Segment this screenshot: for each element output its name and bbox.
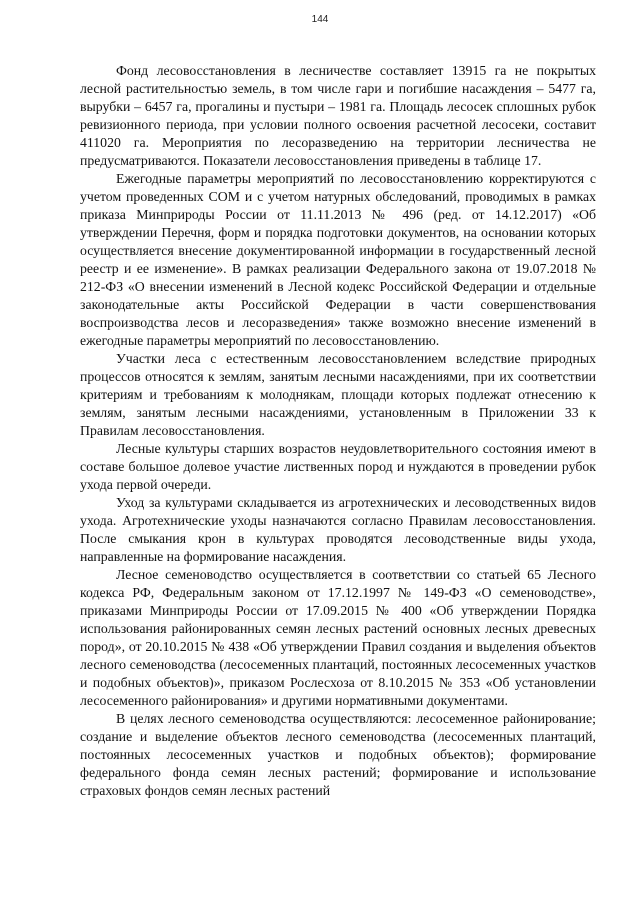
paragraph-seed-production: Лесное семеноводство осуществляется в соответствии со статьей 65 Лесного кодекса РФ, Федеральным законом от 17.12.1997 № 149-ФЗ «О семеноводстве», приказами Минприроды России от 17.09.2015 № 400 «Об утверждении Порядка использования районированных семян лесных растений основных лесных древесных пород», от 20.10.2015 № 438 «Об утверждении Правил создания и выделения объектов лесного семеноводства (лесосеменных плантаций, постоянных лесосеменных участков и подобных объектов)», приказом Рослесхоза от 8.10.2015 № 353 «Об установлении лесосеменного районирования» и другими нормативными документами.: [80, 567, 596, 708]
paragraph-old-cultures: Лесные культуры старших возрастов неудовлетворительного состояния имеют в составе большое долевое участие лиственных пород и нуждаются в проведении рубок ухода первой очереди.: [80, 441, 596, 492]
page-number: 144: [311, 14, 329, 25]
paragraph-seed-goals: В целях лесного семеноводства осуществляются: лесосеменное районирование; создание и выделение объектов лесного семеноводства (лесосеменных плантаций, постоянных лесосеменных участков и подобных объектов); формирование федерального фонда семян лесных растений; формирование и использование страховых фондов семян лесных растений: [80, 711, 596, 798]
paragraph-natural-regeneration: Участки леса с естественным лесовосстановлением вследствие природных процессов относятся к землям, занятым лесными насаждениями, при их соответствии критериям и требованиям к молоднякам, площади которых подлежат отнесению к землям, занятым лесными насаждениями, установленным в Приложении 33 к Правилам лесовосстановления.: [80, 351, 596, 438]
paragraph-fund: Фонд лесовосстановления в лесничестве составляет 13915 га не покрытых лесной растительностью земель, в том числе гари и погибшие насаждения – 5477 га, вырубки – 6457 га, прогалины и пустыри – 1981 га. Площадь лесосек сплошных рубок ревизионного периода, при условии полного освоения расчетной лесосеки, составит 411020 га. Мероприятия по лесоразведению на территории лесничества не предусматриваются. Показатели лесовосстановления приведены в таблице 17.: [80, 63, 596, 168]
paragraph-culture-care: Уход за культурами складывается из агротехнических и лесоводственных видов ухода. Агротехнические уходы назначаются согласно Правилам лесовосстановления. После смыкания крон в культурах проводятся лесоводственные виды ухода, направленные на формирование насаждения.: [80, 495, 596, 564]
document-body: [80, 62, 596, 800]
paragraph-annual-parameters: Ежегодные параметры мероприятий по лесовосстановлению корректируются с учетом проведенных СОМ и с учетом натурных обследований, проводимых в рамках приказа Минприроды России от 11.11.2013 № 496 (ред. от 14.12.2017) «Об утверждении Перечня, форм и порядка подготовки документов, на основании которых осуществляется внесение документированной информации в государственный лесной реестр и ее изменение». В рамках реализации Федерального закона от 19.07.2018 № 212-ФЗ «О внесении изменений в Лесной кодекс Российской Федерации и отдельные законодательные акты Российской Федерации в части совершенствования воспроизводства лесов и лесоразведения» также возможно внесение изменений в ежегодные параметры мероприятий по лесовосстановлению.: [80, 171, 596, 348]
